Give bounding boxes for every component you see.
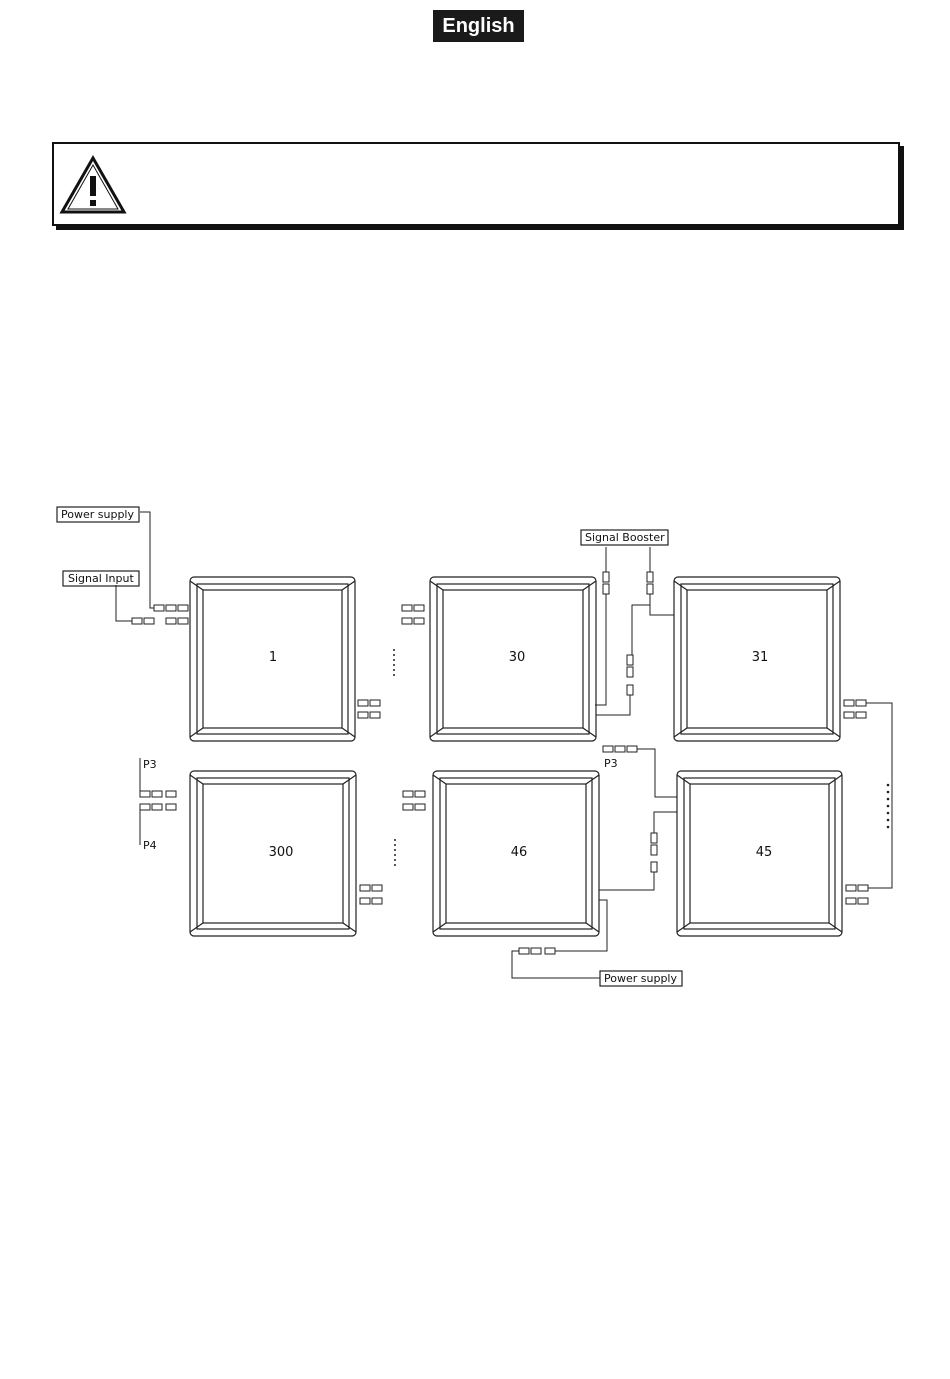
wiring-diagram [0, 495, 950, 1000]
ellipsis-dots [393, 649, 889, 866]
panel-number-46: 46 [510, 845, 528, 860]
panel-number-300: 300 [268, 845, 294, 860]
language-badge: English [433, 10, 524, 42]
warning-box [52, 142, 900, 226]
label-signal-input: Signal Input [68, 572, 134, 585]
label-p3-right: P3 [604, 757, 618, 770]
label-power-supply-bottom: Power supply [604, 972, 677, 985]
connectors [132, 572, 868, 954]
panel-number-31: 31 [751, 650, 769, 665]
panel-number-30: 30 [508, 650, 526, 665]
panel-number-45: 45 [755, 845, 773, 860]
label-p3-left: P3 [143, 758, 157, 771]
panel-number-1: 1 [268, 650, 278, 665]
wires [116, 512, 892, 978]
label-signal-booster: Signal Booster [585, 531, 665, 544]
label-p4-left: P4 [143, 839, 157, 852]
warning-triangle-icon [58, 154, 128, 216]
label-power-supply-top: Power supply [61, 508, 134, 521]
